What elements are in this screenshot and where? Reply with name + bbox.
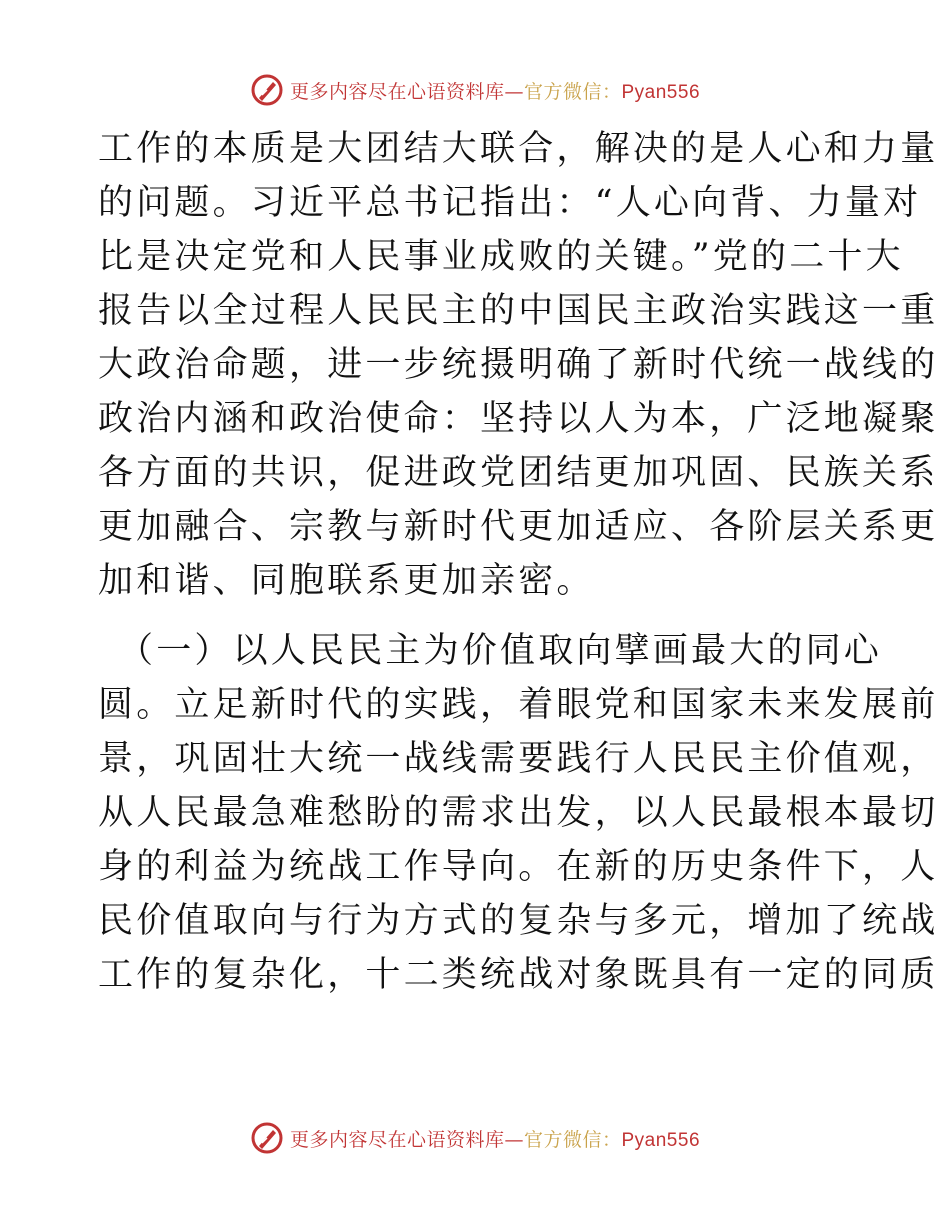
footer-account: Pyan556 [621,1129,701,1151]
text-line: 报告以全过程人民民主的中国民主政治实践这一重 [98,291,939,331]
text-line: 工作的本质是大团结大联合，解决的是人心和力量 [98,129,939,169]
text-line: 各方面的共识，促进政党团结更加巩固、民族关系 [98,453,939,493]
paragraph-2 [98,624,939,1002]
footer-banner [0,1118,950,1158]
header-banner [0,70,950,110]
text-line: 政治内涵和政治使命：坚持以人为本，广泛地凝聚 [98,399,939,439]
footer-separator: — [504,1128,524,1151]
header-promo-text: 更多内容尽在心语资料库 [289,80,505,103]
text-line: 民价值取向与行为方式的复杂与多元，增加了统战 [98,901,939,941]
header-wechat-label: 官方微信： [523,80,622,103]
section-heading-line: （一）以人民民主为价值取向擘画最大的同心 [118,631,883,671]
text-line: 圆。立足新时代的实践，着眼党和国家未来发展前 [98,685,939,725]
paragraph-1 [98,122,939,608]
text-line: 大政治命题，进一步统摄明确了新时代统一战线的 [98,345,939,385]
pen-circle-logo-icon [250,1121,284,1155]
header-separator: — [504,80,524,103]
footer-promo-text: 更多内容尽在心语资料库 [289,1128,505,1151]
text-line: 身的利益为统战工作导向。在新的历史条件下，人 [98,847,939,887]
header-account: Pyan556 [621,81,701,103]
text-line: 加和谐、同胞联系更加亲密。 [98,561,595,601]
text-line: 比是决定党和人民事业成败的关键。”党的二十大 [98,237,904,277]
footer-promo [290,1125,700,1152]
footer-wechat-label: 官方微信： [523,1128,622,1151]
pen-circle-logo-icon [250,73,284,107]
text-line: 景，巩固壮大统一战线需要践行人民民主价值观， [98,739,939,779]
text-line: 更加融合、宗教与新时代更加适应、各阶层关系更 [98,507,939,547]
text-line: 从人民最急难愁盼的需求出发，以人民最根本最切 [98,793,939,833]
document-body [98,122,939,1002]
text-line: 的问题。习近平总书记指出：“人心向背、力量对 [98,183,922,223]
header-promo [290,77,700,104]
text-line: 工作的复杂化，十二类统战对象既具有一定的同质 [98,955,939,995]
paragraph-spacer [98,608,858,624]
